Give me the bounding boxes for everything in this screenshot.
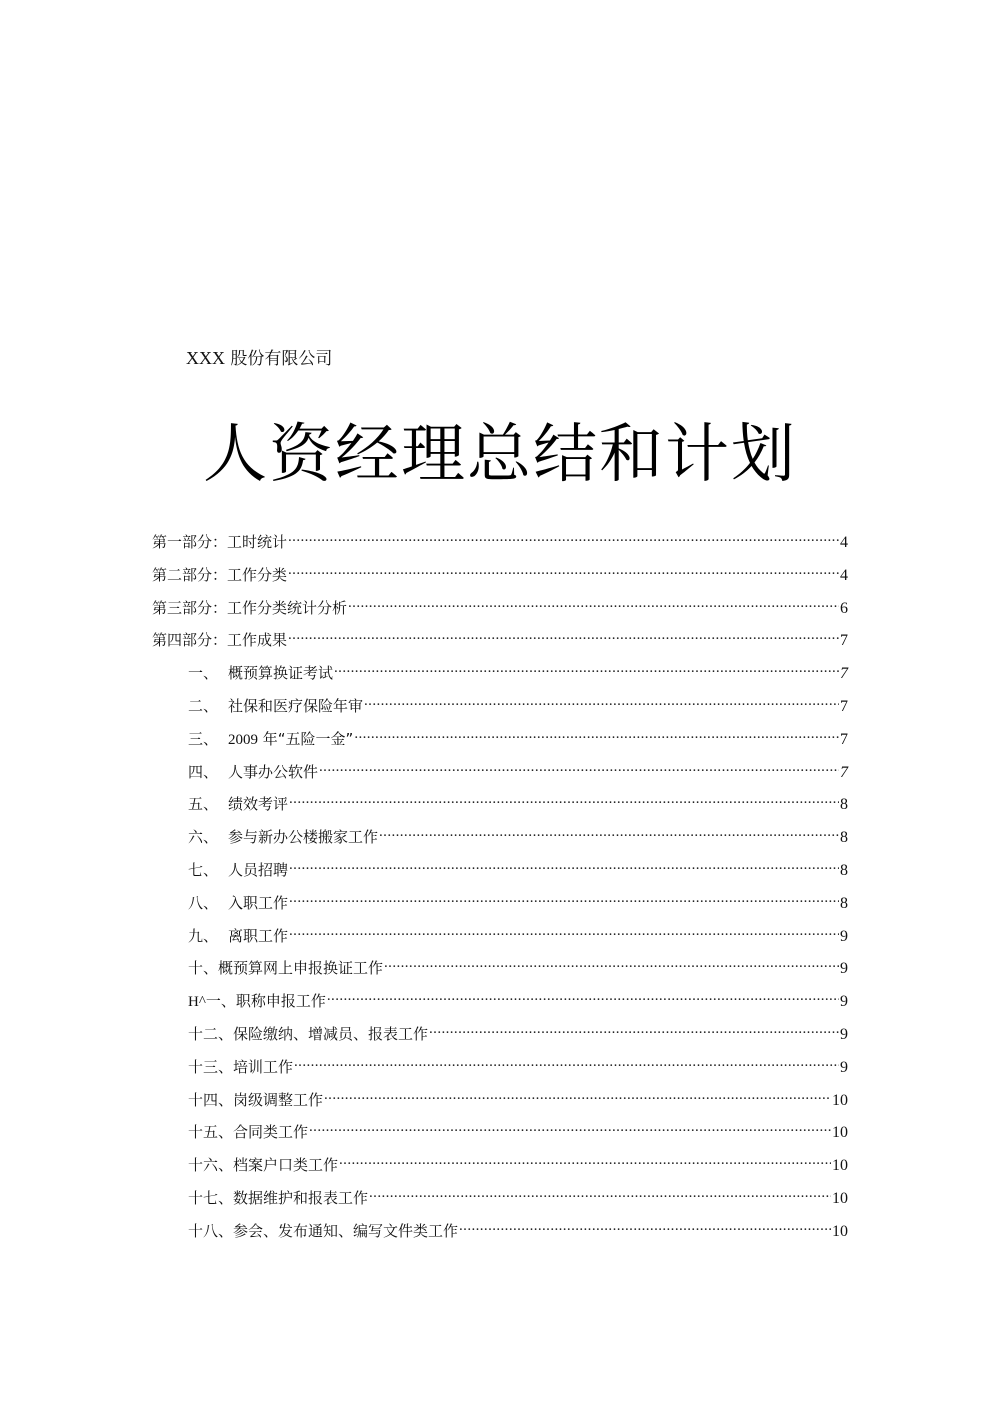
toc-entry-section-3[interactable] bbox=[152, 725, 848, 758]
toc-entry-label: 职称申报工作 bbox=[235, 992, 326, 1011]
toc-page-number: 8 bbox=[840, 894, 848, 912]
toc-section-number: 十二、 bbox=[188, 1024, 234, 1043]
toc-entry-section-7[interactable] bbox=[152, 856, 848, 889]
dot-leader bbox=[348, 599, 839, 613]
dot-leader bbox=[288, 566, 839, 580]
toc-section-number: 九、 bbox=[188, 926, 219, 945]
toc-entry-part-2[interactable] bbox=[152, 561, 848, 594]
toc-entry-label: 入职工作 bbox=[228, 893, 289, 912]
toc-page-number: 9 bbox=[840, 1058, 848, 1076]
dot-leader bbox=[364, 697, 839, 711]
toc-page-number: 4 bbox=[840, 566, 848, 584]
toc-entry-section-15[interactable] bbox=[152, 1118, 848, 1151]
dot-leader bbox=[384, 959, 839, 973]
dot-leader bbox=[289, 795, 839, 809]
toc-section-number-text: 一、 bbox=[205, 992, 236, 1011]
toc-page-number: 7 bbox=[840, 763, 848, 781]
dot-leader bbox=[309, 1123, 831, 1137]
toc-section-number: 三、 bbox=[188, 729, 219, 748]
table-of-contents bbox=[152, 528, 848, 1250]
toc-entry-label: 合同类工作 bbox=[233, 1123, 309, 1142]
toc-page-number: 8 bbox=[840, 861, 848, 879]
toc-page-number: 9 bbox=[840, 927, 848, 945]
toc-entry-label: 保险缴纳、增减员、报表工作 bbox=[233, 1024, 429, 1043]
toc-page-number: 10 bbox=[832, 1222, 848, 1240]
toc-entry-section-6[interactable] bbox=[152, 823, 848, 856]
dot-leader bbox=[289, 927, 839, 941]
toc-page-number: 10 bbox=[832, 1124, 848, 1142]
toc-entry-label: 培训工作 bbox=[233, 1057, 294, 1076]
toc-page-number: 10 bbox=[832, 1091, 848, 1109]
toc-section-number: 十三、 bbox=[188, 1057, 234, 1076]
dot-leader bbox=[339, 1156, 831, 1170]
toc-entry-part-4[interactable] bbox=[152, 626, 848, 659]
toc-entry-label: 人事办公软件 bbox=[228, 762, 319, 781]
dot-leader bbox=[289, 861, 839, 875]
toc-page-number: 8 bbox=[840, 796, 848, 814]
toc-section-number: 五、 bbox=[188, 795, 219, 814]
document-title: 人资经理总结和计划 bbox=[203, 418, 797, 492]
toc-entry-section-12[interactable] bbox=[152, 1020, 848, 1053]
toc-entry-label: 人员招聘 bbox=[228, 860, 289, 879]
toc-entry-label: 档案户口类工作 bbox=[233, 1156, 339, 1175]
toc-section-number: 十四、 bbox=[188, 1090, 234, 1109]
toc-entry-part-3[interactable] bbox=[152, 594, 848, 627]
toc-entry-label: 离职工作 bbox=[228, 926, 289, 945]
toc-entry-label: 第三部分：工作分类统计分析 bbox=[152, 598, 348, 617]
toc-section-number: 十七、 bbox=[188, 1188, 234, 1207]
toc-page-number: 7 bbox=[840, 632, 848, 650]
toc-entry-label-text: 年“五险一金” bbox=[258, 729, 354, 748]
toc-section-number: 二、 bbox=[188, 696, 219, 715]
toc-section-number: 四、 bbox=[188, 762, 219, 781]
toc-section-number: 七、 bbox=[188, 860, 219, 879]
toc-entry-label: 数据维护和报表工作 bbox=[233, 1188, 369, 1207]
toc-entry-section-16[interactable] bbox=[152, 1151, 848, 1184]
toc-section-number: 十六、 bbox=[188, 1156, 234, 1175]
dot-leader bbox=[354, 730, 839, 744]
dot-leader bbox=[379, 828, 839, 842]
dot-leader bbox=[289, 894, 839, 908]
dot-leader bbox=[324, 1091, 831, 1105]
toc-entry-label: 概预算网上申报换证工作 bbox=[218, 959, 384, 978]
toc-entry-section-14[interactable] bbox=[152, 1086, 848, 1119]
toc-page-number: 7 bbox=[840, 697, 848, 715]
toc-page-number: 10 bbox=[832, 1189, 848, 1207]
dot-leader bbox=[459, 1222, 831, 1236]
toc-entry-label: 第二部分：工作分类 bbox=[152, 565, 288, 584]
toc-entry-label: 第四部分：工作成果 bbox=[152, 631, 288, 650]
toc-entry-section-10[interactable] bbox=[152, 954, 848, 987]
toc-section-number bbox=[188, 987, 236, 1016]
toc-entry-label: 参与新办公楼搬家工作 bbox=[228, 828, 379, 847]
toc-entry-section-1[interactable] bbox=[152, 659, 848, 692]
dot-leader bbox=[334, 664, 839, 678]
toc-page-number: 9 bbox=[840, 960, 848, 978]
toc-entry-section-17[interactable] bbox=[152, 1184, 848, 1217]
toc-entry-label: 概预算换证考试 bbox=[228, 664, 334, 683]
toc-entry-year: 2009 bbox=[228, 731, 258, 748]
toc-entry-label: 第一部分：工时统计 bbox=[152, 533, 288, 551]
toc-page-number: 8 bbox=[840, 829, 848, 847]
dot-leader bbox=[369, 1189, 831, 1203]
toc-section-number-garbled: H^ bbox=[188, 994, 206, 1011]
dot-leader bbox=[288, 533, 839, 547]
toc-page-number: 7 bbox=[840, 665, 848, 683]
toc-page-number: 7 bbox=[840, 730, 848, 748]
toc-entry-section-2[interactable] bbox=[152, 692, 848, 725]
toc-section-number: 一、 bbox=[188, 664, 219, 683]
toc-page-number: 10 bbox=[832, 1157, 848, 1175]
toc-entry-label: 绩效考评 bbox=[228, 795, 289, 814]
toc-entry-label: 参会、发布通知、编写文件类工作 bbox=[233, 1221, 459, 1240]
company-name-prefix: XXX bbox=[186, 348, 225, 368]
dot-leader bbox=[288, 631, 839, 645]
toc-entry-label bbox=[228, 725, 353, 754]
toc-entry-section-8[interactable] bbox=[152, 889, 848, 922]
dot-leader bbox=[294, 1058, 839, 1072]
company-name bbox=[186, 346, 332, 371]
toc-section-number: 八、 bbox=[188, 893, 219, 912]
toc-entry-section-5[interactable] bbox=[152, 790, 848, 823]
toc-entry-section-4[interactable] bbox=[152, 758, 848, 791]
toc-entry-part-1[interactable] bbox=[152, 528, 848, 561]
toc-section-number: 十、 bbox=[188, 959, 219, 978]
toc-entry-label: 社保和医疗保险年审 bbox=[228, 696, 364, 715]
toc-entry-section-11[interactable] bbox=[152, 987, 848, 1020]
toc-page-number: 9 bbox=[840, 993, 848, 1011]
dot-leader bbox=[429, 1025, 839, 1039]
toc-entry-section-13[interactable] bbox=[152, 1053, 848, 1086]
toc-page-number: 6 bbox=[840, 599, 848, 617]
toc-entry-section-18[interactable] bbox=[152, 1217, 848, 1250]
toc-section-number: 十五、 bbox=[188, 1123, 234, 1142]
toc-entry-section-9[interactable] bbox=[152, 922, 848, 955]
dot-leader bbox=[327, 992, 839, 1006]
toc-page-number: 9 bbox=[840, 1025, 848, 1043]
toc-section-number: 六、 bbox=[188, 828, 219, 847]
toc-entry-label: 岗级调整工作 bbox=[233, 1090, 324, 1109]
toc-page-number: 4 bbox=[840, 534, 848, 551]
company-name-suffix: 股份有限公司 bbox=[225, 349, 333, 369]
dot-leader bbox=[319, 763, 839, 777]
toc-section-number: 十八、 bbox=[188, 1221, 234, 1240]
